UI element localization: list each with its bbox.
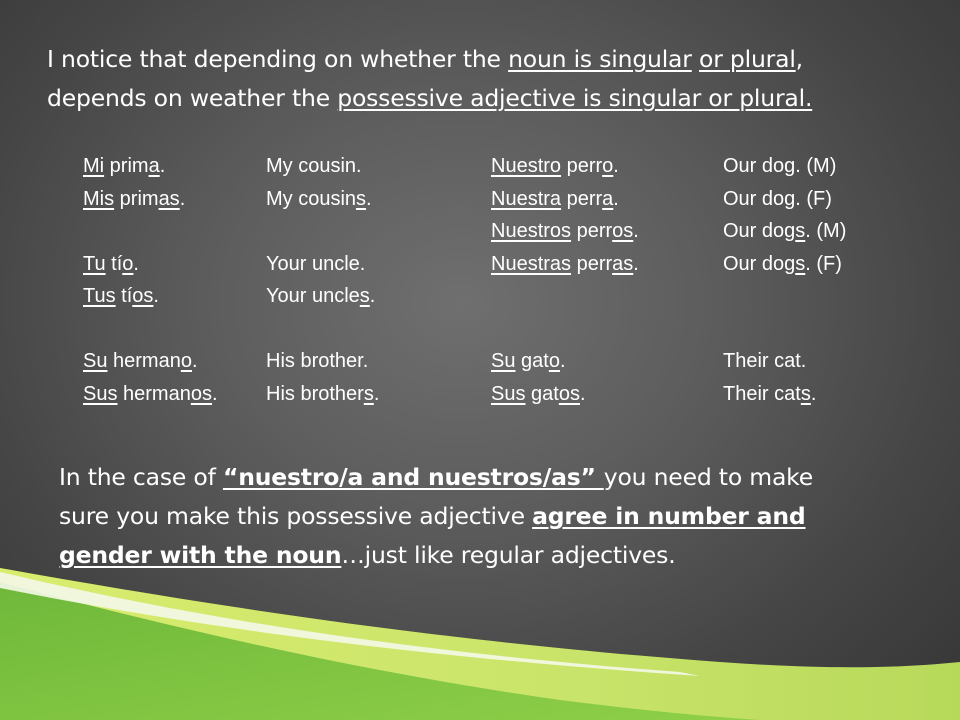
text-segment bbox=[692, 45, 699, 73]
english-translation bbox=[723, 183, 832, 216]
text-segment: . (M) bbox=[805, 220, 847, 242]
text-segment: . bbox=[369, 285, 376, 307]
text-segment: . bbox=[579, 382, 586, 405]
text-segment: . bbox=[211, 382, 218, 405]
text-segment: My cousin bbox=[266, 187, 357, 210]
text-segment: . bbox=[373, 382, 380, 405]
text-segment: prim bbox=[104, 155, 149, 177]
text-segment: . bbox=[191, 350, 198, 372]
intro-paragraph bbox=[47, 40, 947, 118]
spanish-phrase bbox=[83, 378, 218, 411]
text-segment: …just like regular adjectives. bbox=[341, 541, 676, 569]
text-segment: agree in number and bbox=[532, 502, 806, 530]
text-segment: perr bbox=[571, 220, 613, 242]
text-segment: His brother. bbox=[266, 350, 369, 372]
text-segment: os bbox=[612, 220, 634, 242]
text-segment: Su bbox=[491, 350, 516, 372]
english-translation bbox=[266, 345, 368, 378]
text-segment: o bbox=[122, 252, 134, 275]
text-segment: you need to make bbox=[603, 463, 813, 491]
text-segment: depends on weather the bbox=[47, 84, 338, 112]
text-segment: . bbox=[559, 350, 566, 372]
text-segment: I notice that depending on whether the bbox=[47, 45, 509, 73]
text-segment: perr bbox=[561, 155, 603, 177]
text-segment: Sus bbox=[83, 382, 118, 405]
text-segment: My cousin. bbox=[266, 155, 362, 177]
text-segment: prim bbox=[114, 187, 159, 210]
text-segment: Our dog. (F) bbox=[723, 187, 832, 210]
text-segment: possessive adjective is singular or plural. bbox=[337, 84, 813, 112]
spanish-phrase bbox=[83, 183, 185, 216]
text-segment: . bbox=[133, 252, 139, 275]
text-segment: os bbox=[132, 285, 154, 307]
english-translation bbox=[266, 378, 379, 411]
text-segment: Nuestras bbox=[491, 252, 572, 275]
closing-line bbox=[59, 536, 939, 575]
text-segment: s bbox=[795, 220, 806, 242]
text-segment: tí bbox=[105, 252, 123, 275]
text-segment: gender with the noun bbox=[59, 541, 342, 569]
text-segment: . bbox=[810, 382, 817, 405]
intro-line-2 bbox=[47, 79, 947, 118]
text-segment: Mi bbox=[83, 155, 105, 177]
text-segment: Nuestro bbox=[491, 155, 562, 177]
text-segment: Your uncle bbox=[266, 285, 360, 307]
closing-line bbox=[59, 497, 939, 536]
spanish-phrase bbox=[83, 150, 165, 183]
text-segment: s bbox=[800, 382, 811, 405]
text-segment: Nuestros bbox=[491, 220, 572, 242]
text-segment: herman bbox=[107, 350, 181, 372]
spanish-phrase bbox=[491, 345, 566, 378]
text-segment: Your uncle. bbox=[266, 252, 366, 275]
text-segment: perr bbox=[571, 252, 613, 275]
english-translation bbox=[723, 248, 842, 281]
text-segment: Our dog bbox=[723, 220, 796, 242]
text-segment: os bbox=[190, 382, 212, 405]
text-segment: “nuestro/a and nuestros/as” bbox=[222, 463, 604, 491]
text-segment: a bbox=[148, 155, 160, 177]
text-segment: s bbox=[356, 187, 367, 210]
spanish-phrase bbox=[83, 345, 198, 378]
text-segment: gat bbox=[515, 350, 549, 372]
text-segment: Our dog bbox=[723, 252, 796, 275]
text-segment: Su bbox=[83, 350, 108, 372]
text-segment: Nuestra bbox=[491, 187, 562, 210]
text-segment: Their cat bbox=[723, 382, 801, 405]
text-segment: Tu bbox=[83, 252, 106, 275]
english-translation bbox=[266, 150, 362, 183]
text-segment: gat bbox=[525, 382, 559, 405]
text-segment: . bbox=[613, 187, 619, 210]
text-segment: perr bbox=[561, 187, 603, 210]
spanish-phrase bbox=[83, 248, 139, 281]
text-segment: . bbox=[633, 252, 639, 275]
text-segment: s bbox=[795, 252, 806, 275]
intro-line-1 bbox=[47, 40, 947, 79]
english-translation bbox=[723, 345, 806, 378]
text-segment: Tus bbox=[83, 285, 116, 307]
text-segment: Sus bbox=[491, 382, 526, 405]
text-segment: . bbox=[153, 285, 159, 307]
text-segment: tí bbox=[115, 285, 133, 307]
text-segment: Their cat. bbox=[723, 350, 807, 372]
text-segment: as bbox=[612, 252, 634, 275]
english-translation bbox=[266, 280, 375, 313]
text-segment: . bbox=[179, 187, 186, 210]
text-segment: sure you make this possessive adjective bbox=[59, 502, 533, 530]
text-segment: , bbox=[795, 45, 803, 73]
text-segment: . bbox=[613, 155, 619, 177]
text-segment: s bbox=[363, 382, 374, 405]
spanish-phrase bbox=[491, 150, 619, 183]
spanish-phrase bbox=[491, 183, 619, 216]
text-segment: . (F) bbox=[805, 252, 842, 275]
closing-paragraph bbox=[59, 458, 939, 575]
text-segment: noun is singular bbox=[508, 45, 692, 73]
text-segment: os bbox=[558, 382, 580, 405]
text-segment: . bbox=[366, 187, 372, 210]
english-translation bbox=[723, 150, 836, 183]
text-segment: as bbox=[158, 187, 180, 210]
text-segment: His brother bbox=[266, 382, 364, 405]
text-segment: o bbox=[602, 155, 614, 177]
text-segment: o bbox=[548, 350, 560, 372]
text-segment: or plural bbox=[699, 45, 796, 73]
text-segment: Mis bbox=[83, 187, 115, 210]
english-translation bbox=[266, 183, 372, 216]
spanish-phrase bbox=[83, 280, 159, 313]
text-segment: o bbox=[180, 350, 192, 372]
text-segment: In the case of bbox=[59, 463, 223, 491]
text-segment: . bbox=[633, 220, 639, 242]
spanish-phrase bbox=[491, 248, 639, 281]
closing-line bbox=[59, 458, 939, 497]
english-translation bbox=[266, 248, 365, 281]
english-translation bbox=[723, 215, 846, 248]
spanish-phrase bbox=[491, 378, 586, 411]
english-translation bbox=[723, 378, 816, 411]
spanish-phrase bbox=[491, 215, 639, 248]
text-segment: a bbox=[602, 187, 614, 210]
text-segment: . bbox=[159, 155, 166, 177]
text-segment: s bbox=[359, 285, 370, 307]
text-segment: Our dog. (M) bbox=[723, 155, 837, 177]
text-segment: herman bbox=[117, 382, 191, 405]
